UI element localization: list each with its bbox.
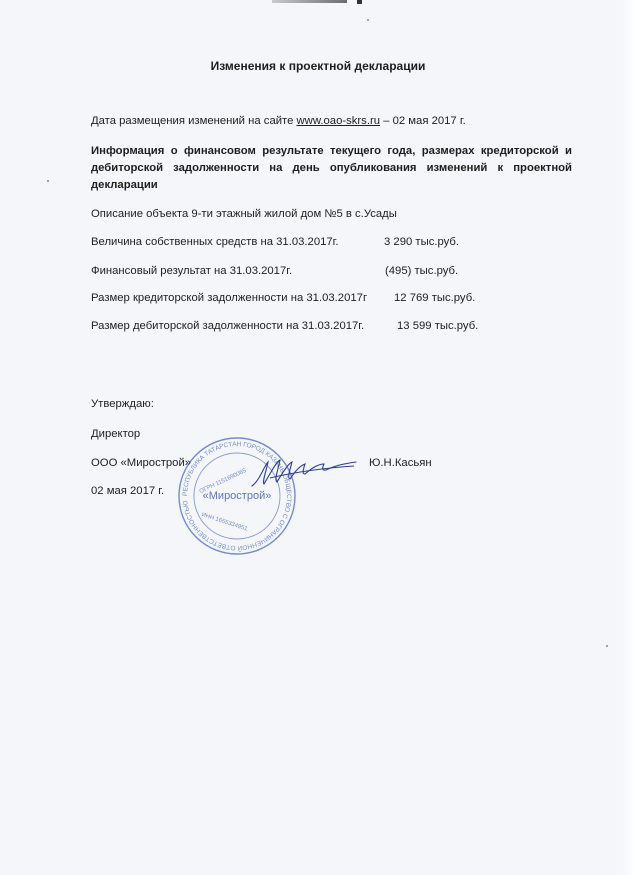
signature-stroke <box>252 460 356 486</box>
scan-speck <box>47 180 49 182</box>
approve-label: Утверждаю: <box>91 398 154 410</box>
scan-artifact-dot <box>357 0 362 4</box>
website-link[interactable]: www.oao-skrs.ru <box>296 115 381 127</box>
approval-date: 02 мая 2017 г. <box>91 485 165 497</box>
director-signature <box>250 452 360 492</box>
document-title: Изменения к проектной декларации <box>210 59 426 73</box>
financial-value-equity: 3 290 тыс.руб. <box>384 236 460 248</box>
stamp-company-name: «Мирострой» <box>202 490 272 502</box>
director-position: Директор <box>91 428 141 440</box>
financial-value-payables: 12 769 тыс.руб. <box>394 292 476 304</box>
signature-underline <box>270 466 354 478</box>
scan-speck <box>606 645 608 647</box>
date-line-suffix: – 02 мая 2017 г. <box>380 115 466 127</box>
scan-artifact-top <box>272 0 347 3</box>
stamp-ring-text: РЕСПУБЛИКА ТАТАРСТАН ГОРОД КАЗАНЬ ОБЩЕСТВО С ОГРАНИЧЕННОЙ ОТВЕТСТВЕННОСТЬЮ <box>181 440 293 552</box>
financial-label-payables: Размер кредиторской задолженности на 31.03.2017г <box>91 292 368 304</box>
object-description: Описание объекта 9-ти этажный жилой дом №5 в с.Усады <box>91 208 397 220</box>
date-line-prefix: Дата размещения изменений на сайте <box>91 115 297 127</box>
signer-name: Ю.Н.Касьян <box>369 457 432 469</box>
info-heading: Информация о финансовом результате текущего года, размерах кредиторской и дебиторской задолженности на день опубликования изменений к проектной декларации <box>91 145 572 191</box>
financial-label-receivables: Размер дебиторской задолженности на 31.03.2017г. <box>91 320 365 332</box>
financial-label-result: Финансовый результат на 31.03.2017г. <box>91 265 293 277</box>
page-edge <box>622 0 636 875</box>
financial-label-equity: Величина собственных средств на 31.03.2017г. <box>91 236 339 248</box>
stamp-ogrn: ОГРН 1151690065 <box>198 468 248 496</box>
date-line <box>91 115 466 127</box>
stamp-inn: ИНН 1655334951 <box>200 512 249 533</box>
scan-speck <box>367 19 369 21</box>
company-name: ООО «Мирострой» <box>91 457 192 469</box>
financial-value-receivables: 13 599 тыс.руб. <box>397 320 479 332</box>
financial-value-result: (495) тыс.руб. <box>385 265 459 277</box>
